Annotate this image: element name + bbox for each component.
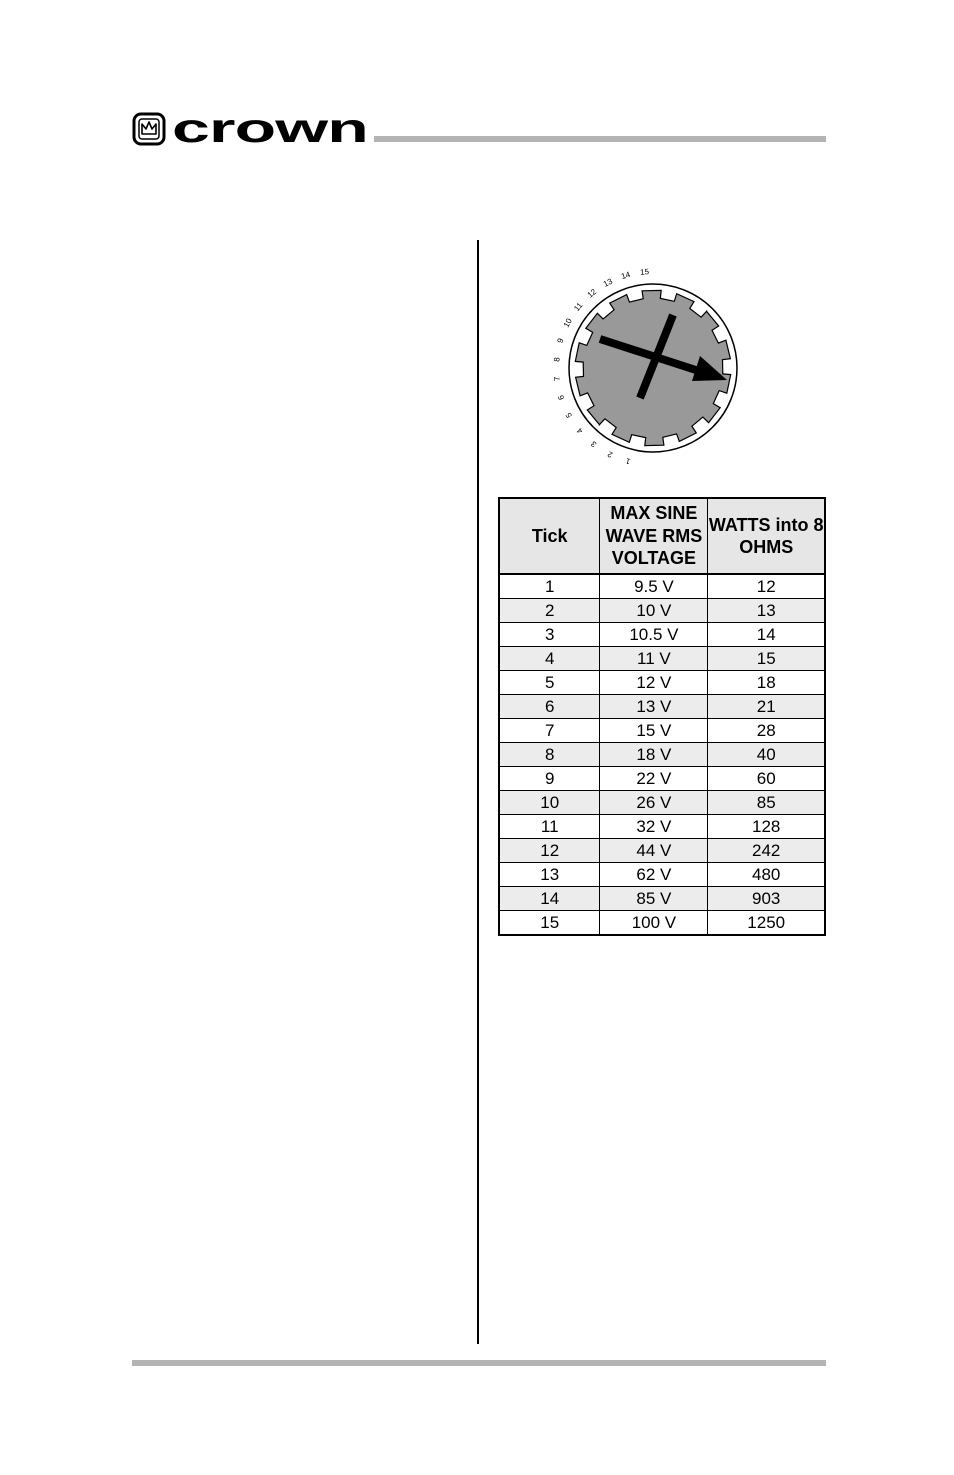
cell-voltage: 10 V bbox=[600, 599, 708, 623]
cell-voltage: 9.5 V bbox=[600, 574, 708, 599]
tick-label: 1 bbox=[624, 456, 632, 467]
table-row bbox=[499, 623, 825, 647]
brand-wordmark: crown bbox=[172, 105, 368, 151]
cell-tick: 1 bbox=[499, 574, 600, 599]
table-row bbox=[499, 599, 825, 623]
cell-voltage: 62 V bbox=[600, 863, 708, 887]
cell-voltage: 10.5 V bbox=[600, 623, 708, 647]
tick-label: 8 bbox=[552, 356, 562, 363]
table-row bbox=[499, 839, 825, 863]
table-row bbox=[499, 887, 825, 911]
tick-label: 11 bbox=[572, 300, 585, 314]
cell-watts: 14 bbox=[708, 623, 825, 647]
cell-tick: 11 bbox=[499, 815, 600, 839]
header-max-voltage: MAX SINE WAVE RMS VOLTAGE bbox=[600, 498, 708, 574]
table-row bbox=[499, 719, 825, 743]
cell-tick: 9 bbox=[499, 767, 600, 791]
table-row bbox=[499, 647, 825, 671]
crown-logo bbox=[132, 105, 372, 151]
column-divider bbox=[477, 240, 479, 1344]
cell-tick: 4 bbox=[499, 647, 600, 671]
cell-voltage: 12 V bbox=[600, 671, 708, 695]
table-row bbox=[499, 695, 825, 719]
table-row bbox=[499, 767, 825, 791]
footer-rule bbox=[132, 1360, 826, 1366]
cell-tick: 15 bbox=[499, 911, 600, 936]
tick-label: 10 bbox=[561, 316, 574, 329]
cell-tick: 14 bbox=[499, 887, 600, 911]
tick-label: 13 bbox=[601, 276, 614, 289]
cell-tick: 3 bbox=[499, 623, 600, 647]
cell-tick: 5 bbox=[499, 671, 600, 695]
cell-watts: 40 bbox=[708, 743, 825, 767]
cell-watts: 85 bbox=[708, 791, 825, 815]
tick-label: 4 bbox=[575, 426, 585, 436]
tick-label: 9 bbox=[555, 337, 566, 345]
cell-voltage: 32 V bbox=[600, 815, 708, 839]
header-tick: Tick bbox=[499, 498, 600, 574]
level-settings-table bbox=[498, 497, 826, 936]
cell-tick: 12 bbox=[499, 839, 600, 863]
cell-watts: 1250 bbox=[708, 911, 825, 936]
cell-watts: 13 bbox=[708, 599, 825, 623]
table-row bbox=[499, 574, 825, 599]
level-dial-illustration bbox=[540, 255, 770, 467]
table-row bbox=[499, 911, 825, 936]
cell-watts: 15 bbox=[708, 647, 825, 671]
tick-label: 2 bbox=[606, 449, 615, 460]
tick-label: 5 bbox=[563, 411, 574, 420]
tick-label: 12 bbox=[585, 287, 599, 300]
cell-voltage: 15 V bbox=[600, 719, 708, 743]
cell-watts: 480 bbox=[708, 863, 825, 887]
cell-tick: 10 bbox=[499, 791, 600, 815]
table-row bbox=[499, 863, 825, 887]
cell-watts: 21 bbox=[708, 695, 825, 719]
cell-tick: 13 bbox=[499, 863, 600, 887]
cell-tick: 7 bbox=[499, 719, 600, 743]
cell-voltage: 85 V bbox=[600, 887, 708, 911]
header-watts: WATTS into 8 OHMS bbox=[708, 498, 825, 574]
cell-tick: 8 bbox=[499, 743, 600, 767]
cell-watts: 18 bbox=[708, 671, 825, 695]
tick-label: 6 bbox=[556, 394, 567, 402]
cell-tick: 2 bbox=[499, 599, 600, 623]
table-row bbox=[499, 743, 825, 767]
cell-watts: 128 bbox=[708, 815, 825, 839]
tick-label: 7 bbox=[552, 376, 562, 382]
tick-label: 14 bbox=[620, 269, 632, 282]
cell-tick: 6 bbox=[499, 695, 600, 719]
cell-voltage: 18 V bbox=[600, 743, 708, 767]
table-row bbox=[499, 791, 825, 815]
cell-watts: 242 bbox=[708, 839, 825, 863]
cell-voltage: 44 V bbox=[600, 839, 708, 863]
cell-voltage: 26 V bbox=[600, 791, 708, 815]
cell-voltage: 22 V bbox=[600, 767, 708, 791]
cell-voltage: 100 V bbox=[600, 911, 708, 936]
table-header-row bbox=[499, 498, 825, 574]
table-row bbox=[499, 671, 825, 695]
cell-voltage: 13 V bbox=[600, 695, 708, 719]
cell-voltage: 11 V bbox=[600, 647, 708, 671]
tick-label: 3 bbox=[589, 439, 599, 450]
tick-label: 15 bbox=[639, 267, 650, 277]
header-rule bbox=[374, 136, 826, 142]
cell-watts: 60 bbox=[708, 767, 825, 791]
cell-watts: 12 bbox=[708, 574, 825, 599]
cell-watts: 903 bbox=[708, 887, 825, 911]
cell-watts: 28 bbox=[708, 719, 825, 743]
table-row bbox=[499, 815, 825, 839]
